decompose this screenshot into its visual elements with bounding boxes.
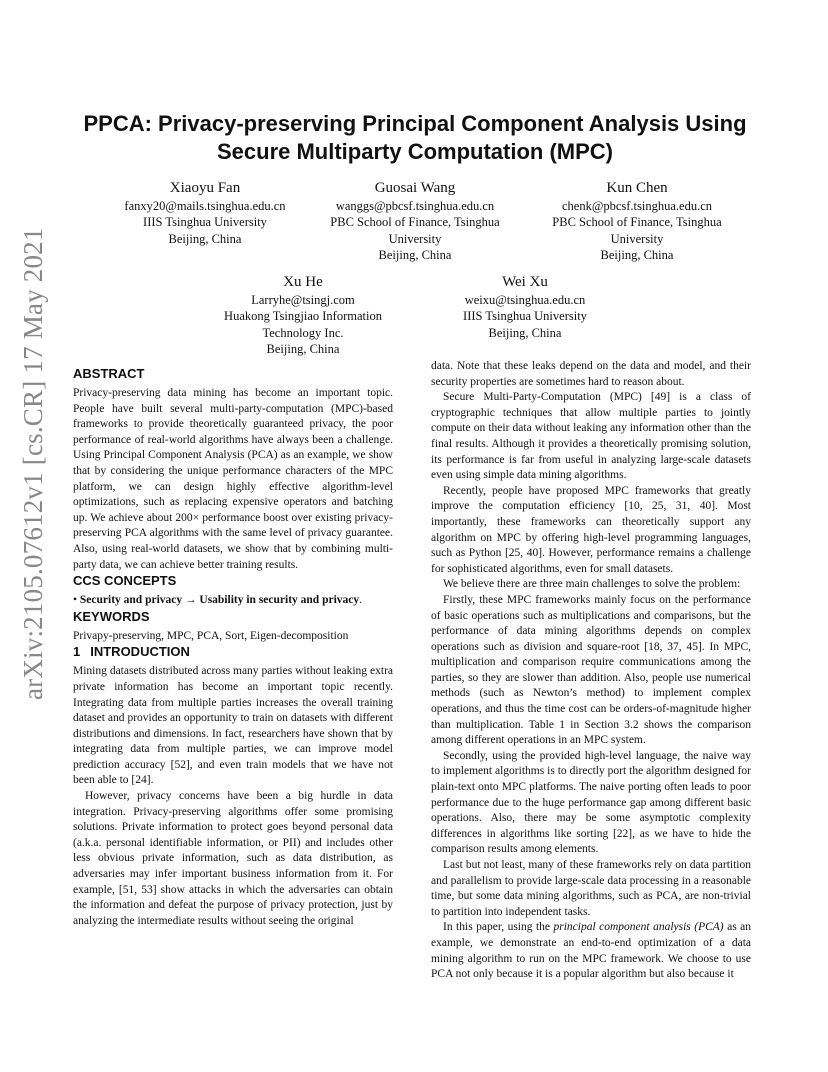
author-affiliation: PBC School of Finance, Tsinghua <box>330 215 500 230</box>
intro-emphasis: principal component analysis (PCA) <box>553 921 724 934</box>
right-column <box>431 359 751 983</box>
author-block-4 <box>198 273 408 357</box>
intro-paragraph: Mining datasets distributed across many parties without leaking extra private information has become an important topic recently. Integrating data from multiple parties increases the overall training dataset and provides an opportunity to train on datasets with different distributions and dimensions. In fact, researchers have shown that by integrating data from multiple parties, we can improve model prediction accuracy [52], and even train models that we have not been able to [24]. <box>73 665 393 787</box>
author-block-5 <box>420 273 630 341</box>
intro-paragraph: Last but not least, many of these frameworks rely on data partition and parallelism to provide large-scale data processing in a reasonable time, but some data mining algorithms, such as PCA, are non-trivial to partition into independent tasks. <box>431 859 751 918</box>
author-email: fanxy20@mails.tsinghua.edu.cn <box>124 199 286 213</box>
intro-text: as an example, we demonstrate an end-to-end optimization of a data mining algorithm to run on the MPC framework. We choose to use PCA not only because it is a popular algorithm but also because it <box>431 921 752 981</box>
author-name: Wei Xu <box>502 274 548 290</box>
author-affiliation: Technology Inc. <box>262 325 344 340</box>
intro-paragraph: Firstly, these MPC frameworks mainly focus on the performance of basic operations such as multiplications and comparisons, but the performance of data mining algorithms depends on complex operations such as division and square-root [18, 37, 45]. In MPC, multiplication and comparison require communications among the parties, so they are slower than addition. Also, people use numerical methods (such as Newton’s method) to implement complex operations, and thus the time cost can be orders-of-magnitude higher than multiplication. Table 1 in Section 3.2 shows the comparison among different operations in an MPC system. <box>431 593 751 747</box>
paper-title <box>60 110 770 166</box>
intro-paragraph: Secondly, using the provided high-level language, the naive way to implement algorithms is to directly port the algorithm designed for plain-text onto MPC platforms. The naive porting often leads to poor performance due to the huge performance gap among different basic operations. Also, there may be some asymptotic complexity differences in algorithms like sorting [22], as we have to hide the comparison results among elements. <box>431 749 751 856</box>
ccs-concept: Security and privacy <box>79 594 183 607</box>
ccs-heading: CCS CONCEPTS <box>73 573 177 589</box>
ccs-arrow: → <box>182 594 200 607</box>
author-location: Beijing, China <box>378 247 452 262</box>
author-email: weixu@tsinghua.edu.cn <box>464 293 586 307</box>
title-line-2: Secure Multiparty Computation (MPC) <box>216 139 613 164</box>
section-number: 1 <box>73 644 81 660</box>
title-line-1: PPCA: Privacy-preserving Principal Component Analysis Using <box>83 111 747 136</box>
author-affiliation: University <box>388 231 442 246</box>
author-affiliation: University <box>610 231 664 246</box>
abstract-text: Privacy-preserving data mining has become an important topic. People have built several multi-party-computation (MPC)-based frameworks to provide theoretically guaranteed privacy, the poor performance of real-world algorithms have always been a challenge. Using Principal Component Analysis (PCA) as an example, we show that by considering the unique performance characters of the MPC platform, we can design highly effective algorithm-level optimizations, such as replacing expensive operators and batching up. We achieve about 200× performance boost over existing privacy-preserving PCA algorithms with the same level of privacy guarantee. Also, using real-world datasets, we show that by combining multi-party data, we can achieve better training results. <box>73 387 393 571</box>
intro-paragraph: data. Note that these leaks depend on the data and model, and their security properties are sometimes hard to reason about. <box>431 360 751 388</box>
intro-paragraph: Recently, people have proposed MPC frameworks that greatly improve the computation efficiency [10, 25, 31, 40]. Most importantly, these frameworks can theoretically support any algorithm on MPC by offering high-level programming languages, such as Python [25, 40]. However, performance remains a challenge for sophisticated algorithms, even for small datasets. <box>431 484 751 575</box>
arxiv-id: arXiv:2105.07612v1 [cs.CR] 17 May 2021 <box>18 227 48 700</box>
ccs-subconcept: Usability in security and privacy <box>199 594 360 607</box>
author-name: Guosai Wang <box>374 180 456 196</box>
author-name: Kun Chen <box>606 180 668 196</box>
author-affiliation: Huakong Tsingjiao Information <box>224 309 382 324</box>
author-location: Beijing, China <box>488 325 562 340</box>
author-location: Beijing, China <box>600 247 674 262</box>
author-email: chenk@pbcsf.tsinghua.edu.cn <box>561 199 712 213</box>
ccs-bullet: • <box>73 594 80 607</box>
author-email: wanggs@pbcsf.tsinghua.edu.cn <box>335 199 495 213</box>
section-title: INTRODUCTION <box>90 644 190 660</box>
left-column <box>73 366 393 929</box>
intro-paragraph: However, privacy concerns have been a big hurdle in data integration. Privacy-preserving algorithms offer some promising solutions. Private information to protect goes beyond personal data (a.k.a. personal identifiable information, or PII) and includes other less obvious private information, such as data distribution, as adversaries may infer important business information from it. For example, [51, 53] show attacks in which the adversaries can obtain the information and defeat the purpose of privacy protection, just by analyzing the intermediate results without seeing the original <box>73 790 393 927</box>
author-affiliation: IIIS Tsinghua University <box>143 215 267 230</box>
introduction-heading <box>73 644 393 660</box>
keywords-heading: KEYWORDS <box>73 608 150 624</box>
intro-text: In this paper, using the <box>443 921 554 934</box>
ccs-period: . <box>359 594 362 607</box>
keywords-text: Privapy-preserving, MPC, PCA, Sort, Eigen-decomposition <box>73 629 349 642</box>
author-affiliation: IIIS Tsinghua University <box>463 309 587 324</box>
author-location: Beijing, China <box>266 341 340 356</box>
author-email: Larryhe@tsingj.com <box>251 293 355 307</box>
author-block-3 <box>532 179 742 263</box>
intro-paragraph <box>431 920 751 982</box>
intro-paragraph: We believe there are three main challenges to solve the problem: <box>443 578 741 591</box>
author-location: Beijing, China <box>168 231 242 246</box>
author-name: Xu He <box>283 274 323 290</box>
author-block-2 <box>310 179 520 263</box>
ccs-concepts <box>73 593 393 609</box>
author-name: Xiaoyu Fan <box>169 180 241 196</box>
intro-paragraph: Secure Multi-Party-Computation (MPC) [49] is a class of cryptographic techniques that allow multiple parties to jointly compute on their data without leaking any information other than the final results. Although it provides a theoretically promising solution, its performance is far from useful in analyzing large-scale datasets even using simple data mining algorithms. <box>431 391 751 482</box>
author-block-1 <box>95 179 315 247</box>
author-affiliation: PBC School of Finance, Tsinghua <box>552 215 722 230</box>
abstract-heading: ABSTRACT <box>73 366 145 381</box>
